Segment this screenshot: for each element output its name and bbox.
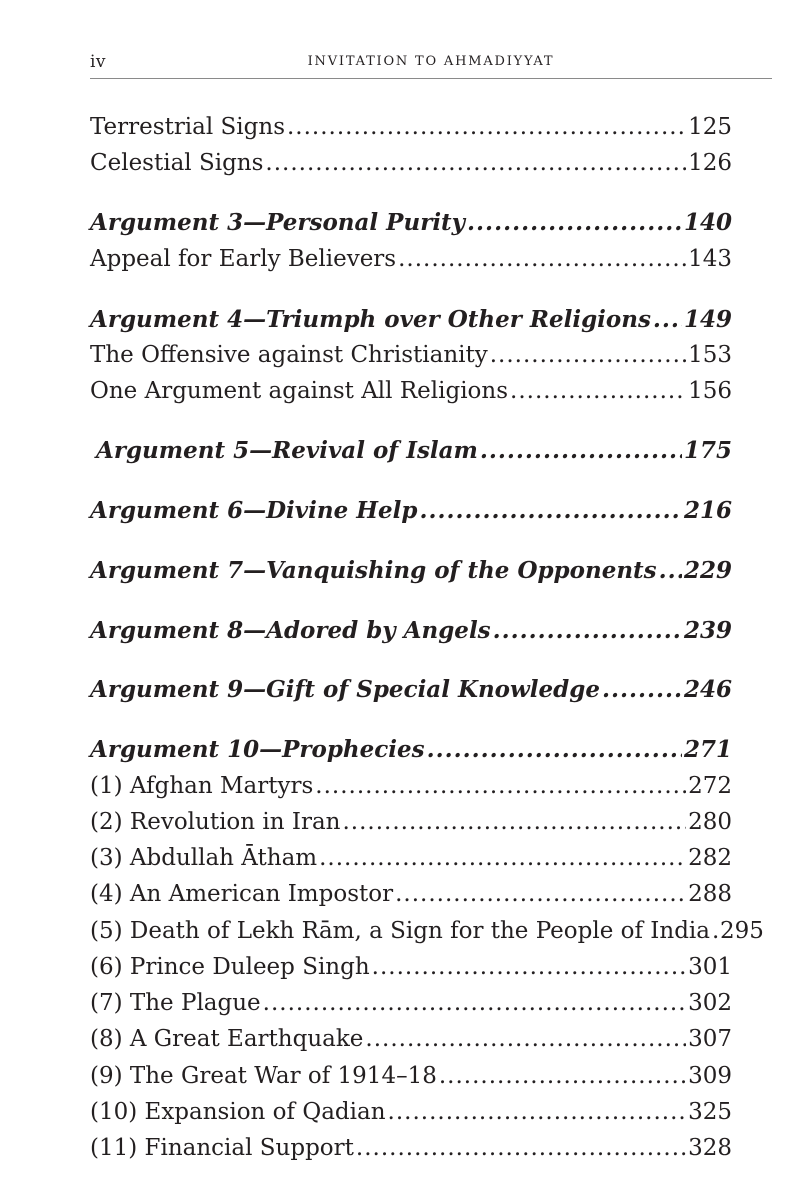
toc-entry-title: (11) Financial Support bbox=[90, 1135, 354, 1161]
toc-entry-page: 288 bbox=[688, 881, 732, 907]
toc-heading-argument-8[interactable] bbox=[90, 613, 732, 649]
toc-entry-page: 149 bbox=[683, 306, 732, 333]
dot-leader bbox=[653, 302, 682, 338]
toc-heading-argument-9[interactable] bbox=[90, 672, 732, 708]
dot-leader bbox=[490, 337, 686, 373]
toc-entry-page: 295 bbox=[720, 918, 764, 944]
dot-leader bbox=[342, 804, 686, 840]
toc-entry-page: 126 bbox=[688, 150, 732, 176]
toc-entry-prince-duleep-singh[interactable] bbox=[90, 949, 732, 985]
toc-entry-title: (3) Abdullah Ātham bbox=[90, 845, 318, 871]
toc-entry-page: 125 bbox=[688, 114, 732, 140]
dot-leader bbox=[419, 493, 682, 529]
toc-entry-page: 140 bbox=[683, 209, 732, 236]
toc-entry-title: (7) The Plague bbox=[90, 990, 261, 1016]
toc-entry-title: (4) An American Impostor bbox=[90, 881, 394, 907]
toc-entry-title: (1) Afghan Martyrs bbox=[90, 773, 314, 799]
toc-entry-title: Argument 3—Personal Purity bbox=[90, 209, 466, 236]
toc-entry-title: Argument 6—Divine Help bbox=[90, 497, 418, 524]
dot-leader bbox=[480, 433, 682, 469]
table-of-contents bbox=[90, 0, 764, 1200]
toc-entry-page: 302 bbox=[688, 990, 732, 1016]
toc-entry-page: 229 bbox=[683, 557, 732, 584]
toc-entry-title: Celestial Signs bbox=[90, 150, 264, 176]
toc-entry-afghan-martyrs[interactable] bbox=[90, 768, 732, 804]
toc-entry-celestial-signs[interactable] bbox=[90, 145, 732, 181]
toc-entry-revolution-iran[interactable] bbox=[90, 804, 732, 840]
toc-entry-abdullah-atham[interactable] bbox=[90, 840, 732, 876]
toc-entry-page: 239 bbox=[683, 617, 732, 644]
toc-entry-page: 143 bbox=[688, 246, 732, 272]
dot-leader bbox=[287, 109, 686, 145]
toc-entry-american-impostor[interactable] bbox=[90, 876, 732, 912]
toc-entry-page: 328 bbox=[688, 1135, 732, 1161]
toc-entry-page: 271 bbox=[683, 736, 732, 763]
dot-leader bbox=[439, 1058, 686, 1094]
dot-leader bbox=[395, 876, 686, 912]
toc-entry-title: Argument 10—Prophecies bbox=[90, 736, 425, 763]
toc-heading-argument-3[interactable] bbox=[90, 205, 732, 241]
toc-entry-title: Terrestrial Signs bbox=[90, 114, 285, 140]
toc-entry-page: 280 bbox=[688, 809, 732, 835]
toc-entry-appeal-early-believers[interactable] bbox=[90, 241, 732, 277]
toc-entry-title: (10) Expansion of Qadian bbox=[90, 1099, 386, 1125]
toc-entry-page: 153 bbox=[688, 342, 732, 368]
dot-leader bbox=[398, 241, 686, 277]
dot-leader bbox=[263, 985, 686, 1021]
toc-entry-title: Appeal for Early Believers bbox=[90, 246, 397, 272]
toc-entry-page: 325 bbox=[688, 1099, 732, 1125]
toc-entry-title: (5) Death of Lekh Rām, a Sign for the People of India bbox=[90, 918, 710, 944]
dot-leader bbox=[510, 373, 686, 409]
toc-entry-page: 156 bbox=[688, 378, 732, 404]
toc-entry-page: 175 bbox=[683, 437, 732, 464]
toc-entry-one-argument[interactable] bbox=[90, 373, 732, 409]
page-folio: iv bbox=[90, 52, 107, 72]
dot-leader bbox=[372, 949, 686, 985]
dot-leader bbox=[493, 613, 682, 649]
dot-leader bbox=[427, 732, 682, 768]
toc-entry-financial-support[interactable] bbox=[90, 1130, 732, 1166]
toc-entry-title: Argument 9—Gift of Special Knowledge bbox=[90, 676, 600, 703]
dot-leader bbox=[712, 913, 718, 949]
toc-entry-title: Argument 4—Triumph over Other Religions bbox=[90, 306, 651, 333]
toc-entry-great-earthquake[interactable] bbox=[90, 1021, 732, 1057]
toc-heading-argument-5[interactable] bbox=[90, 433, 732, 469]
dot-leader bbox=[319, 840, 686, 876]
toc-entry-page: 282 bbox=[688, 845, 732, 871]
toc-entry-title: Argument 5—Revival of Islam bbox=[96, 437, 478, 464]
toc-entry-page: 307 bbox=[688, 1026, 732, 1052]
dot-leader bbox=[365, 1021, 686, 1057]
toc-entry-page: 216 bbox=[683, 497, 732, 524]
toc-entry-terrestrial-signs[interactable] bbox=[90, 109, 732, 145]
dot-leader bbox=[467, 205, 682, 241]
toc-entry-title: (9) The Great War of 1914–18 bbox=[90, 1063, 437, 1089]
toc-entry-great-war[interactable] bbox=[90, 1058, 732, 1094]
toc-entry-title: (6) Prince Duleep Singh bbox=[90, 954, 370, 980]
toc-entry-expansion-qadian[interactable] bbox=[90, 1094, 732, 1130]
toc-entry-title: One Argument against All Religions bbox=[90, 378, 509, 404]
dot-leader bbox=[602, 672, 682, 708]
toc-entry-title: Argument 8—Adored by Angels bbox=[90, 617, 491, 644]
toc-heading-argument-7[interactable] bbox=[90, 553, 732, 589]
toc-entry-title: Argument 7—Vanquishing of the Opponents bbox=[90, 557, 657, 584]
toc-entry-page: 301 bbox=[688, 954, 732, 980]
dot-leader bbox=[388, 1094, 687, 1130]
dot-leader bbox=[659, 553, 682, 589]
running-title: INVITATION TO AHMADIYYAT bbox=[307, 54, 555, 69]
toc-heading-argument-6[interactable] bbox=[90, 493, 732, 529]
toc-entry-title: The Offensive against Christianity bbox=[90, 342, 488, 368]
dot-leader bbox=[356, 1130, 686, 1166]
toc-heading-argument-4[interactable] bbox=[90, 302, 732, 338]
toc-entry-page: 309 bbox=[688, 1063, 732, 1089]
toc-heading-argument-10[interactable] bbox=[90, 732, 732, 768]
toc-entry-page: 272 bbox=[688, 773, 732, 799]
toc-entry-title: (8) A Great Earthquake bbox=[90, 1026, 364, 1052]
toc-entry-offensive-christianity[interactable] bbox=[90, 337, 732, 373]
toc-entry-title: (2) Revolution in Iran bbox=[90, 809, 341, 835]
toc-entry-the-plague[interactable] bbox=[90, 985, 732, 1021]
dot-leader bbox=[315, 768, 686, 804]
toc-entry-death-lekh-ram[interactable] bbox=[90, 913, 764, 949]
dot-leader bbox=[265, 145, 686, 181]
toc-entry-page: 246 bbox=[683, 676, 732, 703]
